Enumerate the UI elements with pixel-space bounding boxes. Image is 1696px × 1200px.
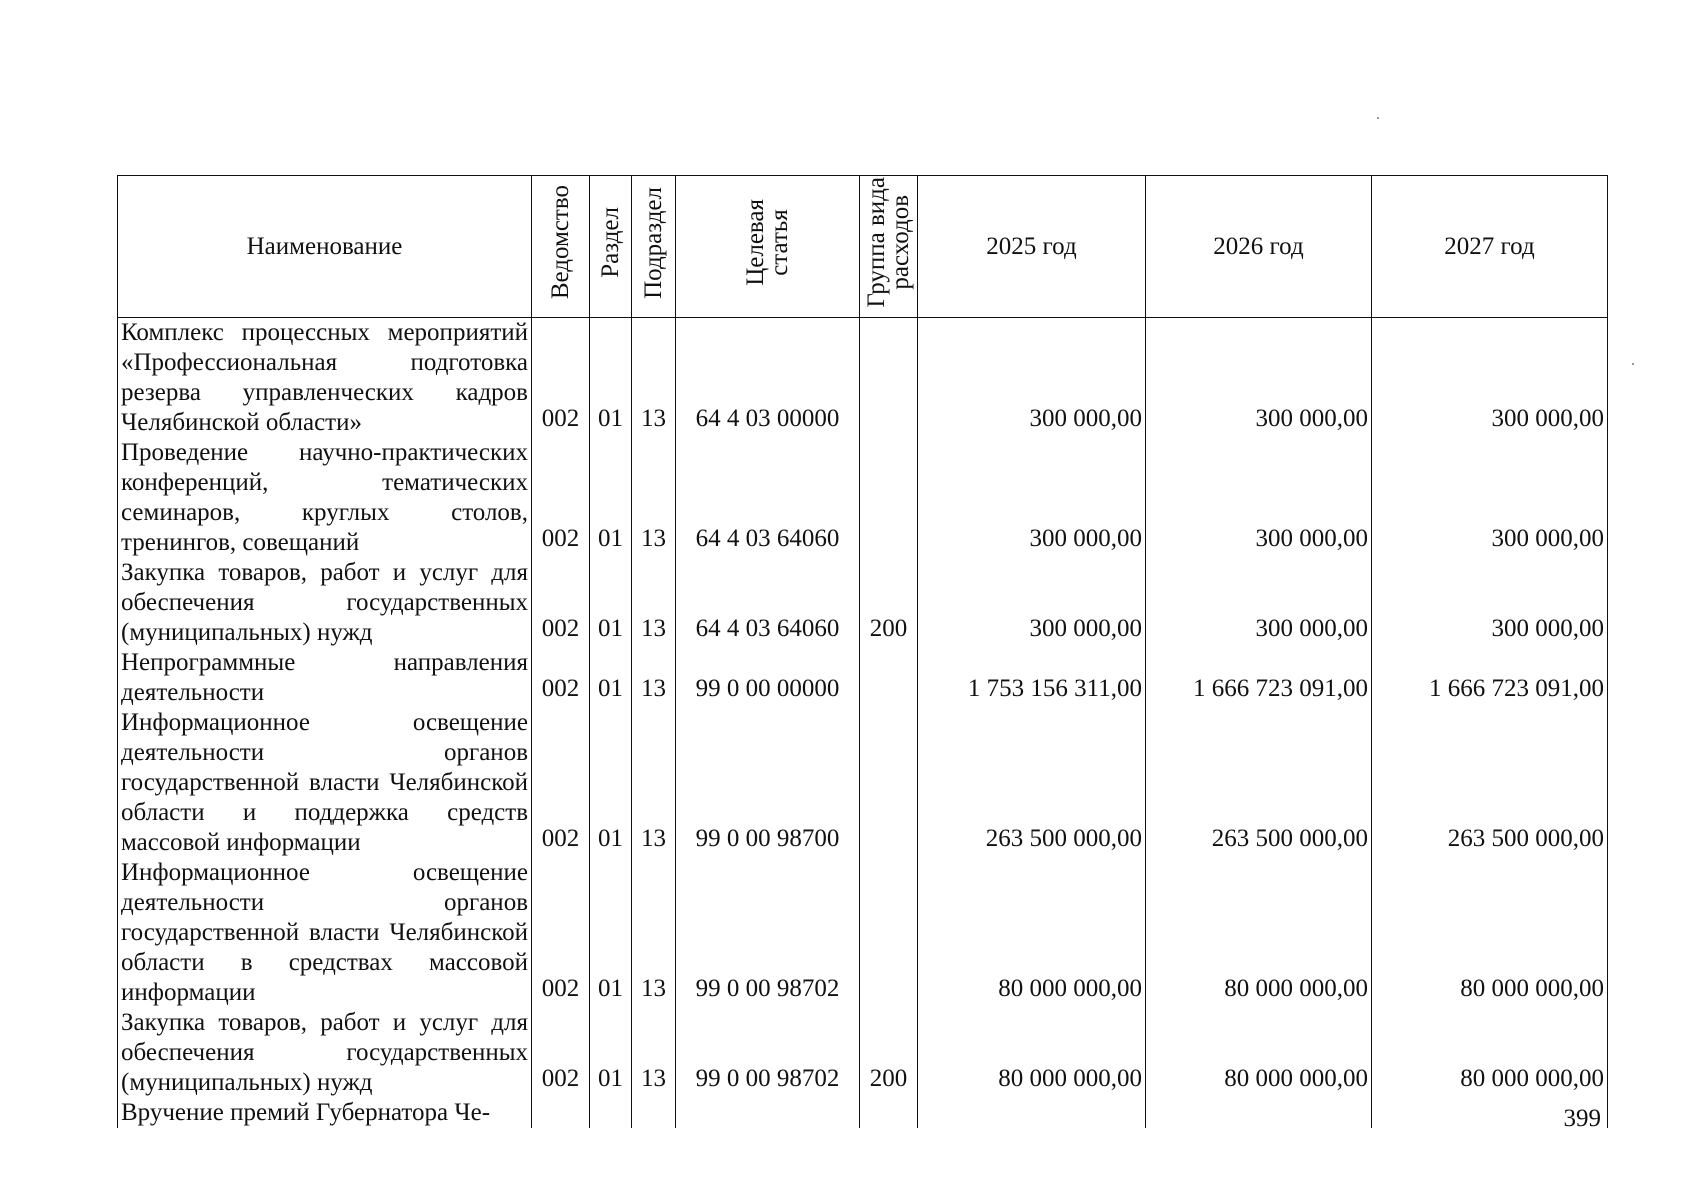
- row-2027: 300 000,00: [1372, 558, 1608, 648]
- row-podrazdel: 13: [632, 858, 676, 1008]
- row-2026: 300 000,00: [1146, 558, 1372, 648]
- table-row: [118, 858, 1608, 1008]
- row-vedomstvo: [532, 1098, 590, 1128]
- row-podrazdel: 13: [632, 708, 676, 858]
- row-gruppa: [860, 708, 918, 858]
- row-razdel: [590, 1098, 632, 1128]
- row-vedomstvo: 002: [532, 438, 590, 558]
- header-2026: 2026 год: [1146, 176, 1372, 318]
- row-razdel: 01: [590, 858, 632, 1008]
- row-vedomstvo: 002: [532, 858, 590, 1008]
- header-podrazdel: Подраздел: [632, 176, 676, 318]
- row-2025: 80 000 000,00: [918, 858, 1146, 1008]
- row-2025: 300 000,00: [918, 438, 1146, 558]
- header-2027: 2027 год: [1372, 176, 1608, 318]
- row-name: Непрограммные направления деятельности: [118, 648, 532, 708]
- row-vedomstvo: 002: [532, 708, 590, 858]
- row-celevaya: 99 0 00 98702: [676, 1008, 860, 1098]
- row-2026: 300 000,00: [1146, 438, 1372, 558]
- row-gruppa: [860, 858, 918, 1008]
- row-razdel: 01: [590, 318, 632, 439]
- row-podrazdel: 13: [632, 558, 676, 648]
- row-celevaya: 64 4 03 64060: [676, 438, 860, 558]
- row-2026: 263 500 000,00: [1146, 708, 1372, 858]
- row-vedomstvo: 002: [532, 648, 590, 708]
- row-vedomstvo: 002: [532, 1008, 590, 1098]
- row-podrazdel: 13: [632, 318, 676, 439]
- row-2026: 1 666 723 091,00: [1146, 648, 1372, 708]
- row-razdel: 01: [590, 708, 632, 858]
- header-row: [118, 176, 1608, 318]
- row-celevaya: [676, 1098, 860, 1128]
- row-2027: 300 000,00: [1372, 438, 1608, 558]
- row-2025: [918, 1098, 1146, 1128]
- row-gruppa: 200: [860, 558, 918, 648]
- scan-speck: [1632, 363, 1634, 365]
- row-gruppa: [860, 648, 918, 708]
- row-2027: 1 666 723 091,00: [1372, 648, 1608, 708]
- row-name: Информационное освещение деятельности органов государственной власти Челябинской области и поддержка средств массовой информации: [118, 708, 532, 858]
- header-celevaya-statya: Целевая статья: [676, 176, 860, 318]
- row-2027: 80 000 000,00: [1372, 1008, 1608, 1098]
- row-gruppa: [860, 438, 918, 558]
- row-2027: 263 500 000,00: [1372, 708, 1608, 858]
- row-podrazdel: 13: [632, 438, 676, 558]
- row-name: Закупка товаров, работ и услуг для обеспечения государственных (муниципальных) нужд: [118, 558, 532, 648]
- page-number: 399: [1563, 1105, 1601, 1132]
- row-2025: 80 000 000,00: [918, 1008, 1146, 1098]
- row-razdel: 01: [590, 438, 632, 558]
- row-gruppa: [860, 318, 918, 439]
- table-row: [118, 1008, 1608, 1098]
- row-celevaya: 99 0 00 98702: [676, 858, 860, 1008]
- table-row: [118, 318, 1608, 439]
- table-row: [118, 438, 1608, 558]
- header-name: Наименование: [118, 176, 532, 318]
- header-2025: 2025 год: [918, 176, 1146, 318]
- row-celevaya: 99 0 00 00000: [676, 648, 860, 708]
- row-razdel: 01: [590, 1008, 632, 1098]
- row-razdel: 01: [590, 558, 632, 648]
- header-vedomstvo: Ведомство: [532, 176, 590, 318]
- row-2025: 1 753 156 311,00: [918, 648, 1146, 708]
- row-podrazdel: 13: [632, 648, 676, 708]
- row-name: Проведение научно-практических конференций, тематических семинаров, круглых столов, тренингов, совещаний: [118, 438, 532, 558]
- row-vedomstvo: 002: [532, 318, 590, 439]
- row-name: Закупка товаров, работ и услуг для обеспечения государственных (муниципальных) нужд: [118, 1008, 532, 1098]
- row-vedomstvo: 002: [532, 558, 590, 648]
- row-celevaya: 99 0 00 98700: [676, 708, 860, 858]
- row-2025: 263 500 000,00: [918, 708, 1146, 858]
- row-celevaya: 64 4 03 64060: [676, 558, 860, 648]
- row-gruppa: [860, 1098, 918, 1128]
- budget-table: [117, 175, 1608, 1128]
- row-2027: 80 000 000,00: [1372, 858, 1608, 1008]
- row-razdel: 01: [590, 648, 632, 708]
- row-2026: 80 000 000,00: [1146, 858, 1372, 1008]
- row-2026: 300 000,00: [1146, 318, 1372, 439]
- row-2026: 80 000 000,00: [1146, 1008, 1372, 1098]
- table-row: [118, 558, 1608, 648]
- table-row: [118, 708, 1608, 858]
- header-razdel: Раздел: [590, 176, 632, 318]
- header-gruppa-vida-rashodov: Группа вида расходов: [860, 176, 918, 318]
- row-name: Информационное освещение деятельности органов государственной власти Челябинской области в средствах массовой информации: [118, 858, 532, 1008]
- table-row: [118, 648, 1608, 708]
- table-row: [118, 1098, 1608, 1128]
- row-2025: 300 000,00: [918, 318, 1146, 439]
- row-podrazdel: 13: [632, 1008, 676, 1098]
- row-podrazdel: [632, 1098, 676, 1128]
- row-gruppa: 200: [860, 1008, 918, 1098]
- scan-speck: [1377, 117, 1379, 119]
- row-2025: 300 000,00: [918, 558, 1146, 648]
- row-celevaya: 64 4 03 00000: [676, 318, 860, 439]
- row-2027: 300 000,00: [1372, 318, 1608, 439]
- row-name: Комплекс процессных мероприятий «Профессиональная подготовка резерва управленческих кадров Челябинской области»: [118, 318, 532, 439]
- row-2026: [1146, 1098, 1372, 1128]
- row-name: Вручение премий Губернатора Че-: [118, 1098, 532, 1128]
